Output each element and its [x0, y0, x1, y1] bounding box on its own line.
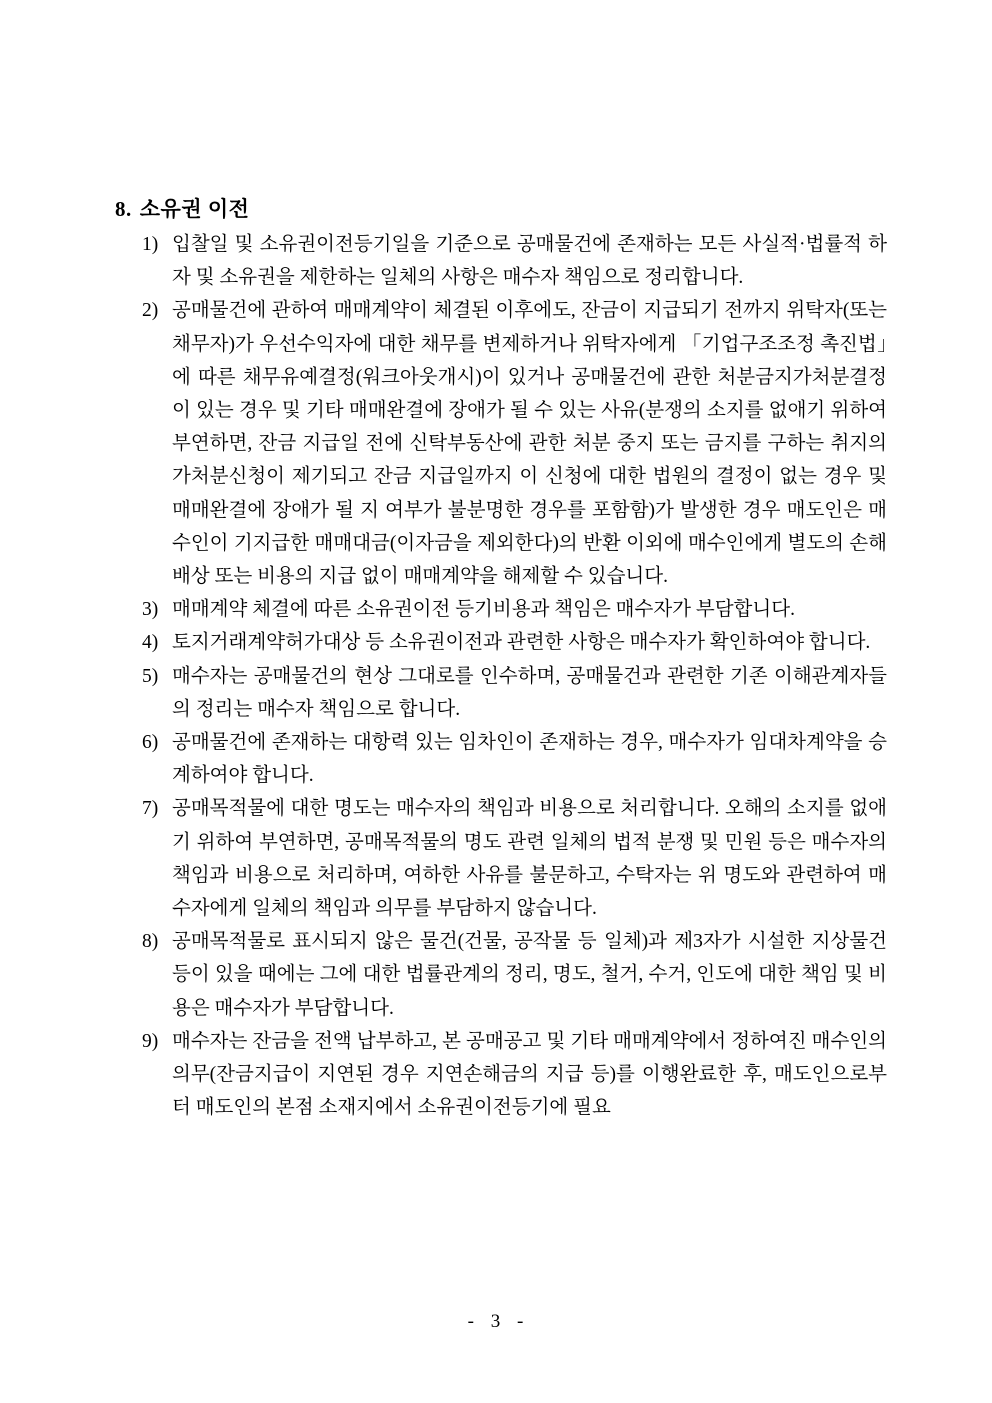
- list-item: [142, 660, 887, 726]
- list-item: [142, 1025, 887, 1125]
- list-item: [142, 925, 887, 1025]
- item-number: 7): [142, 798, 159, 820]
- item-text: 공매목적물에 대한 명도는 매수자의 책임과 비용으로 처리합니다. 오해의 소지를 없애기 위하여 부연하면, 공매목적물의 명도 관련 일체의 법적 분쟁 및 민원 등은 매수자의 책임과 비용으로 처리하며, 여하한 사유를 불문하고, 수탁자는 위 명도와 관련하여 매수자에게 일체의 책임과 의무를 부담하지 않습니다.: [172, 798, 887, 920]
- list-item: [142, 593, 887, 626]
- item-number: 3): [142, 599, 159, 621]
- item-text: 매수자는 공매물건의 현상 그대로를 인수하며, 공매물건과 관련한 기존 이해관계자들의 정리는 매수자 책임으로 합니다.: [172, 665, 887, 720]
- list-item: [142, 294, 887, 593]
- item-text: 매수자는 잔금을 전액 납부하고, 본 공매공고 및 기타 매매계약에서 정하여진 매수인의 의무(잔금지급이 지연된 경우 지연손해금의 지급 등)를 이행완료한 후, 매도인으로부터 매도인의 본점 소재지에서 소유권이전등기에 필요: [172, 1030, 887, 1119]
- document-content: [115, 193, 887, 1124]
- item-text: 입찰일 및 소유권이전등기일을 기준으로 공매물건에 존재하는 모든 사실적·법률적 하자 및 소유권을 제한하는 일체의 사항은 매수자 책임으로 정리합니다.: [172, 234, 887, 289]
- item-number: 1): [142, 234, 159, 255]
- item-number: 5): [142, 665, 159, 687]
- item-number: 9): [142, 1030, 159, 1052]
- section-title: 소유권 이전: [139, 197, 250, 221]
- item-text: 공매물건에 존재하는 대항력 있는 임차인이 존재하는 경우, 매수자가 임대차계약을 승계하여야 합니다.: [172, 732, 887, 787]
- item-text: 공매목적물로 표시되지 않은 물건(건물, 공작물 등 일체)과 제3자가 시설한 지상물건 등이 있을 때에는 그에 대한 법률관계의 정리, 명도, 철거, 수거, 인도에 대한 책임 및 비용은 매수자가 부담합니다.: [172, 931, 887, 1019]
- item-text: 매매계약 체결에 따른 소유권이전 등기비용과 책임은 매수자가 부담합니다.: [172, 599, 795, 621]
- list-item: [142, 726, 887, 792]
- section-number: 8.: [115, 197, 132, 221]
- list-item: [142, 626, 887, 659]
- item-text: 토지거래계약허가대상 등 소유권이전과 관련한 사항은 매수자가 확인하여야 합니다.: [172, 632, 871, 654]
- item-number: 2): [142, 300, 159, 322]
- page-number: - 3 -: [467, 1311, 525, 1332]
- section-heading: [115, 193, 887, 226]
- list-item: [142, 792, 887, 925]
- item-number: 6): [142, 732, 159, 754]
- item-number: 4): [142, 632, 159, 654]
- item-text: 공매물건에 관하여 매매계약이 체결된 이후에도, 잔금이 지급되기 전까지 위탁자(또는 채무자)가 우선수익자에 대한 채무를 변제하거나 위탁자에게 「기업구조조정 촉진법」에 따른 채무유예결정(워크아웃개시)이 있거나 공매물건에 관한 처분금지가처분결정이 있는 경우 및 기타 매매완결에 장애가 될 수 있는 사유(분쟁의 소지를 없애기 위하여 부연하면, 잔금 지급일 전에 신탁부동산에 관한 처분 중지 또는 금지를 구하는 취지의 가처분신청이 제기되고 잔금 지급일까지 이 신청에 대한 법원의 결정이 없는 경우 및 매매완결에 장애가 될 지 여부가 불분명한 경우를 포함함)가 발생한 경우 매도인은 매수인이 기지급한 매매대금(이자금을 제외한다)의 반환 이외에 매수인에게 별도의 손해배상 또는 비용의 지급 없이 매매계약을 해제할 수 있습니다.: [172, 300, 887, 588]
- list-item: [142, 228, 887, 294]
- clause-list: [142, 228, 887, 1124]
- item-number: 8): [142, 931, 159, 953]
